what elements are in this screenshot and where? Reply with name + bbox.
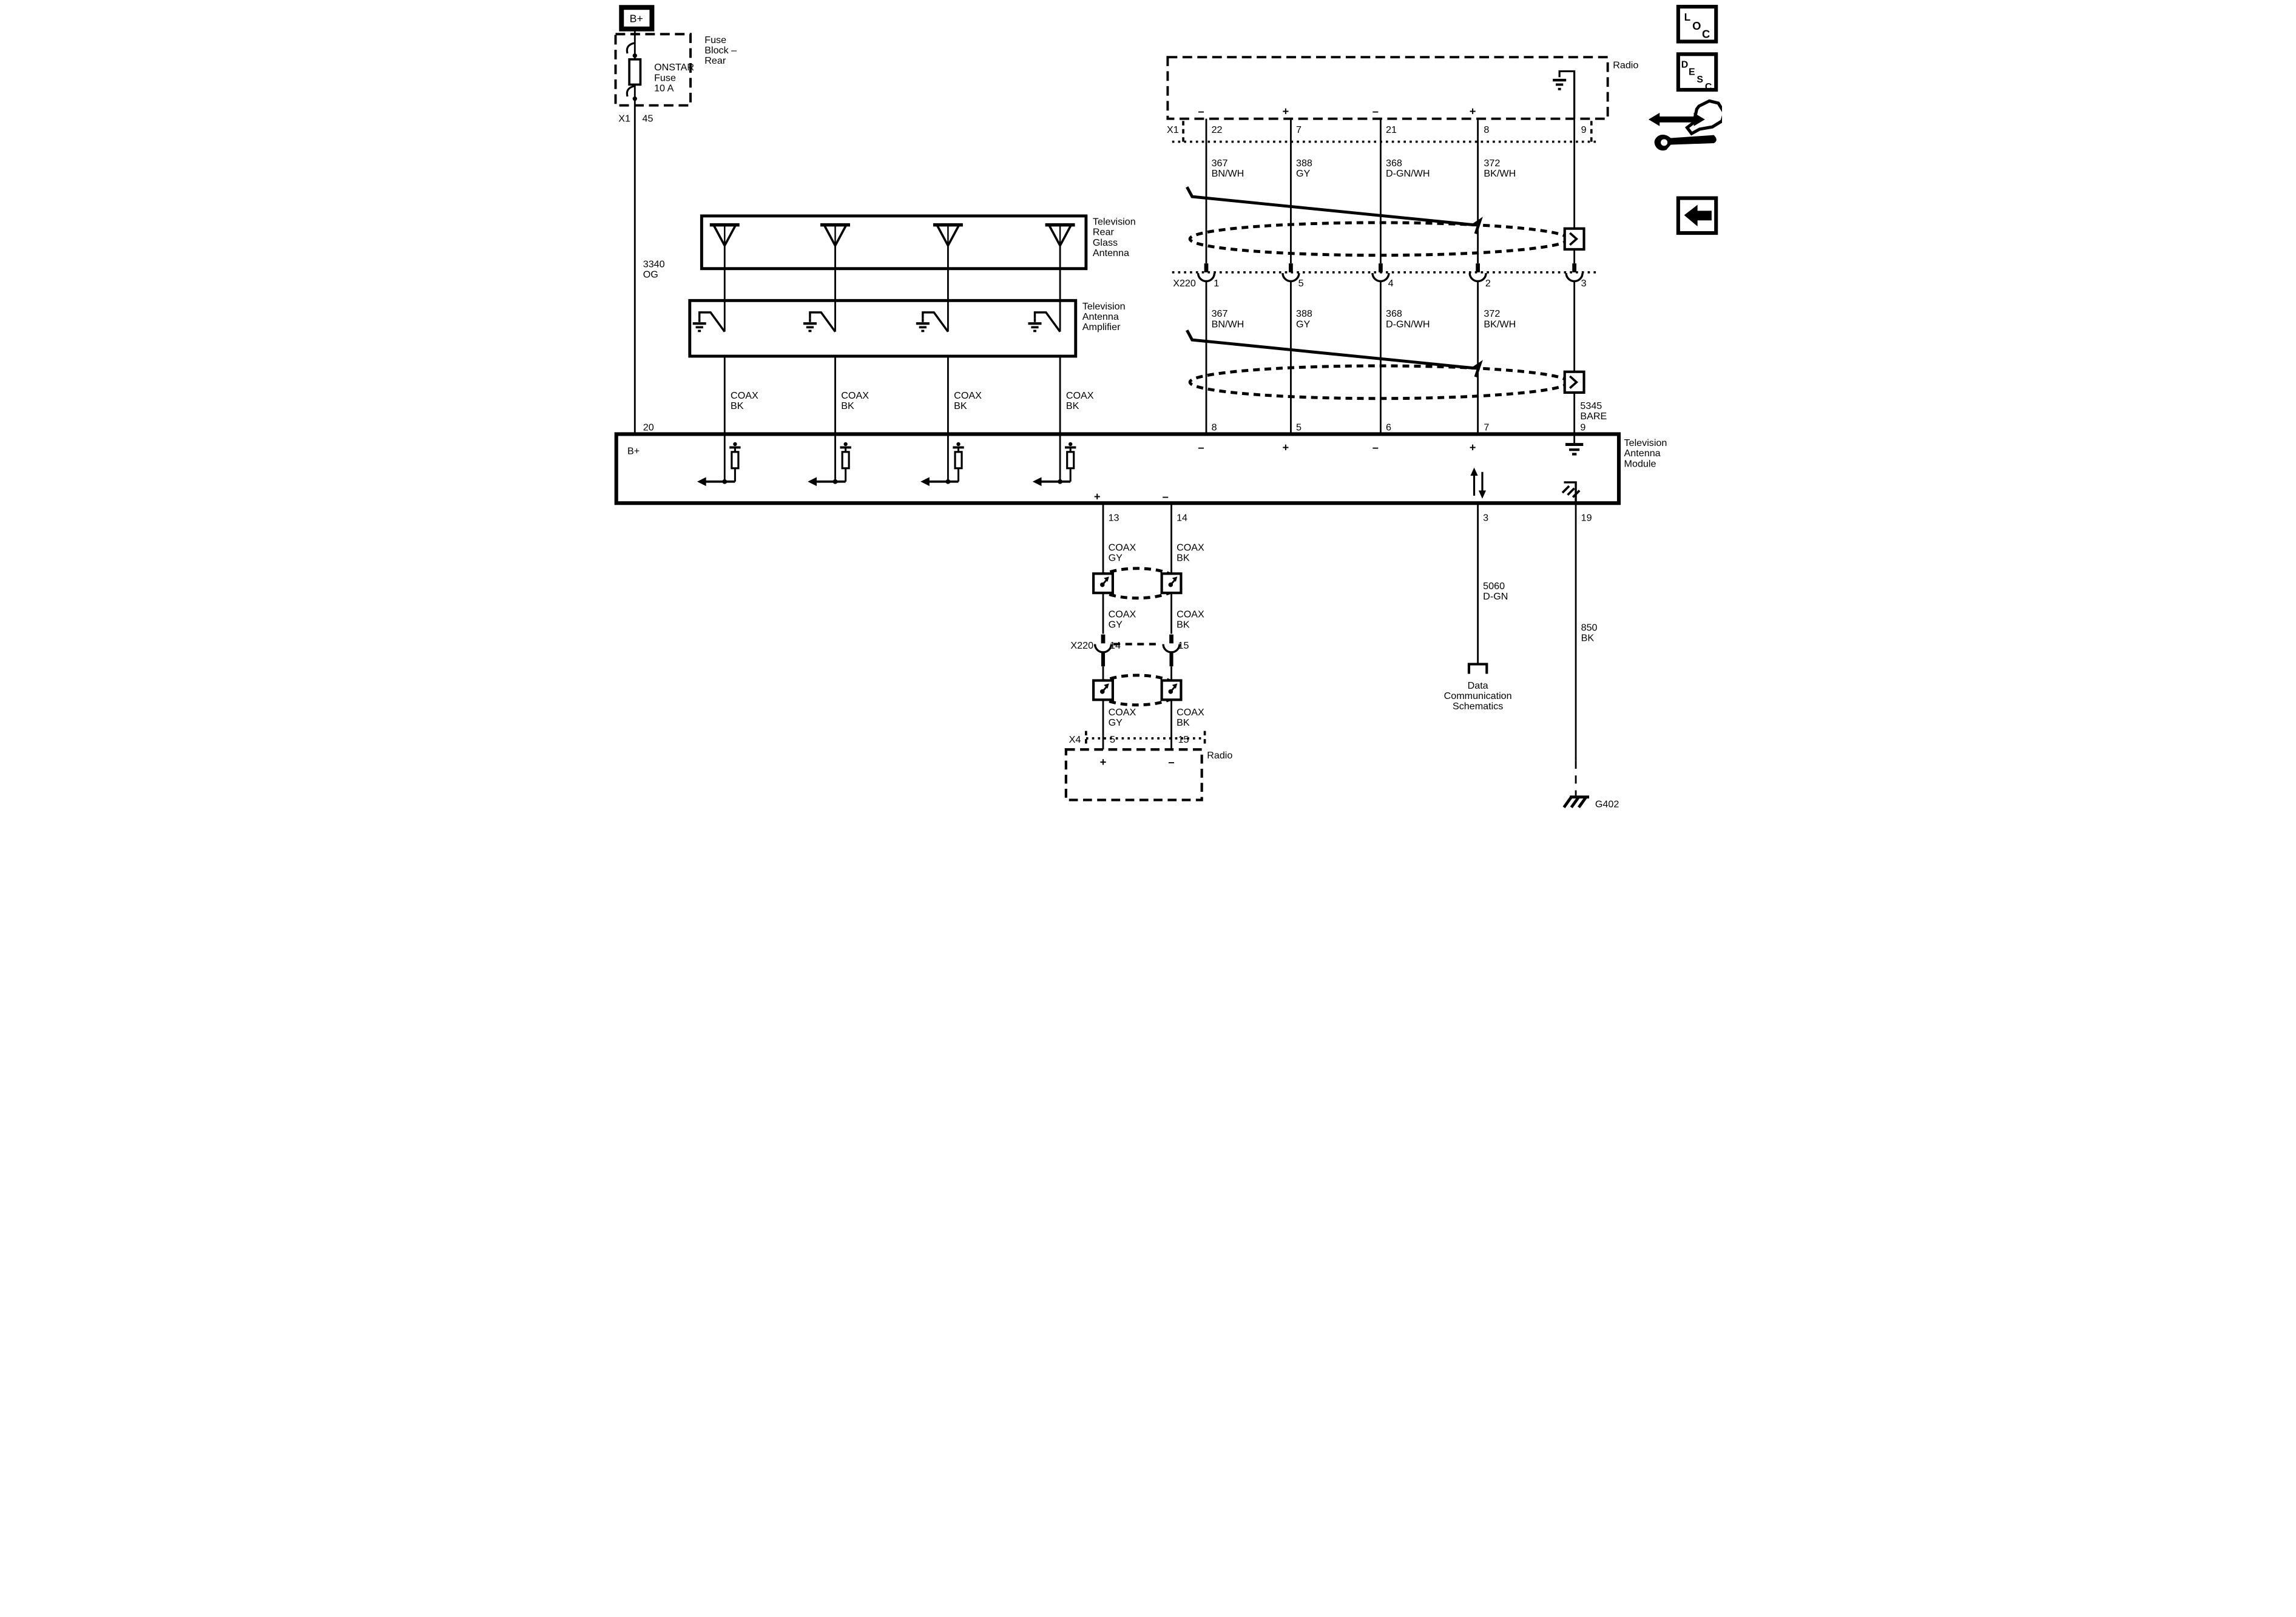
tv-signal-wires xyxy=(1172,119,1607,434)
radio-pin21-sign: – xyxy=(1372,104,1379,118)
amp-label-line3: Amplifier xyxy=(1082,322,1121,333)
svg-text:COAX: COAX xyxy=(1065,390,1094,401)
power-feed-section xyxy=(615,7,737,434)
svg-text:E: E xyxy=(1688,67,1695,78)
svg-text:3: 3 xyxy=(1581,278,1587,289)
radio-pin22: 22 xyxy=(1211,124,1223,135)
svg-text:368: 368 xyxy=(1385,157,1402,169)
amplifier-switch-icon xyxy=(803,312,836,332)
antenna-feed-icon xyxy=(1033,434,1076,486)
module-label-line2: Antenna xyxy=(1624,448,1661,459)
twisted-pair-arrow-icon xyxy=(1187,330,1480,377)
antenna-icon xyxy=(710,225,740,246)
fuse-block-label-line1: Fuse xyxy=(704,34,727,46)
svg-text:COAX: COAX xyxy=(1108,609,1136,620)
svg-text:GY: GY xyxy=(1108,619,1123,630)
svg-text:D: D xyxy=(1681,59,1689,70)
svg-text:5: 5 xyxy=(1298,278,1304,289)
svg-text:GY: GY xyxy=(1108,717,1123,729)
radio-bottom-label: Radio xyxy=(1207,749,1233,761)
ground-wire-circuit: 850 xyxy=(1581,622,1598,633)
fuse-name-line1: ONSTAR xyxy=(654,62,695,73)
svg-text:9: 9 xyxy=(1580,422,1586,433)
radio-pin22-sign: – xyxy=(1198,104,1204,118)
radio-bottom-box xyxy=(1066,749,1202,800)
svg-text:1: 1 xyxy=(1214,278,1220,289)
amplifier-switch-icon xyxy=(693,312,725,332)
back-arrow-button[interactable] xyxy=(1678,198,1716,233)
x220-bottom-label: X220 xyxy=(1070,640,1094,651)
fuse-name-line2: Fuse xyxy=(654,72,676,84)
fuse-block-label-line2: Block – xyxy=(704,45,737,56)
svg-text:D-GN/WH: D-GN/WH xyxy=(1385,168,1430,180)
rga-label-line2: Rear xyxy=(1092,226,1114,238)
pin3-label: 3 xyxy=(1483,512,1489,524)
inline-connector-icon xyxy=(1162,573,1181,593)
data-wire-circuit: 5060 xyxy=(1483,581,1505,592)
x4-label: X4 xyxy=(1069,734,1081,746)
amplifier-switch-icon xyxy=(1028,312,1060,332)
loc-button[interactable] xyxy=(1678,7,1716,41)
pin13-label: 13 xyxy=(1108,512,1119,524)
svg-text:GY: GY xyxy=(1295,168,1311,180)
antenna-icon xyxy=(1045,225,1075,246)
antenna-module-box xyxy=(616,434,1619,503)
svg-text:D-GN/WH: D-GN/WH xyxy=(1385,319,1430,330)
svg-text:BN/WH: BN/WH xyxy=(1211,168,1244,180)
svg-text:GY: GY xyxy=(1108,552,1123,564)
twisted-pair-arrow-icon xyxy=(1187,187,1480,234)
svg-text:372: 372 xyxy=(1484,308,1501,320)
antenna-feed-icon xyxy=(808,434,851,486)
antenna-module-section xyxy=(616,434,1667,503)
svg-text:BN/WH: BN/WH xyxy=(1211,319,1244,330)
svg-text:C: C xyxy=(1701,27,1710,41)
antenna-icon xyxy=(933,225,963,246)
shield-ellipse-icon xyxy=(1190,366,1568,399)
data-link-section xyxy=(1444,503,1512,712)
antenna-coax-labels xyxy=(731,390,1094,411)
svg-text:15: 15 xyxy=(1178,640,1189,651)
svg-text:367: 367 xyxy=(1211,157,1228,169)
shield-wire-color: BARE xyxy=(1580,410,1607,422)
module-pin-20: 20 xyxy=(643,422,654,433)
rga-label-line4: Antenna xyxy=(1092,247,1129,258)
module-label-line3: Module xyxy=(1624,458,1656,470)
svg-text:2: 2 xyxy=(1485,278,1491,289)
pin14-minus: – xyxy=(1162,490,1169,503)
svg-text:BK: BK xyxy=(731,400,744,411)
inline-connector-icon xyxy=(1162,680,1181,700)
radio-box xyxy=(1167,57,1607,119)
toolbar xyxy=(1649,7,1722,233)
fuse-name-line3: 10 A xyxy=(654,83,674,94)
svg-text:BK: BK xyxy=(1177,619,1190,630)
svg-text:8: 8 xyxy=(1211,422,1217,433)
pin19-label: 19 xyxy=(1581,512,1592,524)
amplifier-switch-icon xyxy=(916,312,948,332)
antenna-feed-icon xyxy=(697,434,741,486)
pin14-label: 14 xyxy=(1177,512,1188,524)
offpage-bracket-icon xyxy=(1469,664,1487,674)
shield-terminal-icon xyxy=(1565,372,1584,393)
rga-label-line1: Television xyxy=(1092,216,1136,228)
fuse-connector-label: X1 xyxy=(618,113,630,124)
svg-text:BK: BK xyxy=(841,400,854,411)
svg-text:COAX: COAX xyxy=(954,390,982,401)
svg-text:+: + xyxy=(1469,441,1476,454)
ground-wire-color: BK xyxy=(1581,632,1595,644)
ground-path-section xyxy=(1564,503,1619,809)
data-wire-color: D-GN xyxy=(1483,591,1508,603)
rear-glass-antenna-box xyxy=(701,216,1086,269)
data-dest-line2: Communication xyxy=(1443,690,1512,702)
svg-text:14: 14 xyxy=(1110,640,1121,651)
radio-ground-icon xyxy=(1553,71,1574,118)
shield-wire-circuit: 5345 xyxy=(1580,400,1602,411)
svg-text:S: S xyxy=(1697,74,1704,85)
b-plus-label: B+ xyxy=(629,12,643,25)
svg-text:5: 5 xyxy=(1295,422,1302,433)
svg-text:7: 7 xyxy=(1484,422,1490,433)
svg-text:+: + xyxy=(1099,755,1107,769)
feed-wire-circuit: 3340 xyxy=(643,258,665,270)
svg-text:–: – xyxy=(1168,755,1175,769)
svg-text:COAX: COAX xyxy=(1177,609,1204,620)
svg-text:BK/WH: BK/WH xyxy=(1484,168,1516,180)
antenna-icon xyxy=(820,225,850,246)
radio-pin21: 21 xyxy=(1385,124,1397,135)
data-dest-line1: Data xyxy=(1467,680,1488,691)
x220-top-label: X220 xyxy=(1173,278,1196,289)
antenna-amplifier-box xyxy=(690,300,1076,356)
x220-terminal-icon xyxy=(1198,263,1215,281)
rga-label-line3: Glass xyxy=(1092,237,1118,248)
module-chassis-ground-icon xyxy=(1562,482,1579,503)
fuse-pin-label: 45 xyxy=(642,113,653,124)
svg-text:BK/WH: BK/WH xyxy=(1484,319,1516,330)
x220-terminal-icon xyxy=(1163,635,1180,652)
svg-text:367: 367 xyxy=(1211,308,1228,320)
shield-ellipse-icon xyxy=(1190,223,1568,255)
svg-text:15: 15 xyxy=(1178,734,1189,746)
radio-label: Radio xyxy=(1613,59,1639,71)
fuse-icon xyxy=(629,59,640,85)
amp-label-line1: Television xyxy=(1082,300,1126,312)
radio-pin8-sign: + xyxy=(1469,104,1476,118)
g402-ground-icon xyxy=(1564,797,1589,808)
svg-text:6: 6 xyxy=(1385,422,1391,433)
svg-text:BK: BK xyxy=(954,400,967,411)
radio-pin9: 9 xyxy=(1581,124,1587,135)
module-ground-icon xyxy=(1565,434,1583,454)
radio-top-section xyxy=(1167,57,1638,143)
radio-pin7-sign: + xyxy=(1282,104,1289,118)
wrench-arrow-icon[interactable] xyxy=(1649,101,1722,150)
svg-text:BK: BK xyxy=(1177,717,1190,729)
svg-text:COAX: COAX xyxy=(1108,542,1136,553)
svg-text:COAX: COAX xyxy=(1177,706,1204,718)
amp-label-line2: Antenna xyxy=(1082,311,1119,323)
svg-text:+: + xyxy=(1282,441,1289,454)
inline-connector-icon xyxy=(1093,680,1113,700)
fuse-block-label-line3: Rear xyxy=(704,55,726,67)
radio-connector-label: X1 xyxy=(1167,124,1179,135)
desc-button[interactable] xyxy=(1678,54,1716,92)
svg-text:COAX: COAX xyxy=(1108,706,1136,718)
radio-pin8: 8 xyxy=(1484,124,1490,135)
ground-id-label: G402 xyxy=(1595,798,1619,809)
svg-text:372: 372 xyxy=(1484,157,1501,169)
svg-text:5: 5 xyxy=(1110,734,1115,746)
wiring-diagram-page xyxy=(574,0,1722,809)
shield-terminal-icon xyxy=(1565,229,1584,249)
svg-text:388: 388 xyxy=(1295,157,1312,169)
svg-text:COAX: COAX xyxy=(1177,542,1204,553)
video-coax-section xyxy=(1066,503,1233,800)
antenna-feed-icon xyxy=(920,434,964,486)
x220-terminal-icon xyxy=(1095,635,1112,652)
svg-text:388: 388 xyxy=(1295,308,1312,320)
pin13-plus: + xyxy=(1093,490,1101,503)
svg-text:–: – xyxy=(1372,441,1379,454)
svg-text:GY: GY xyxy=(1295,319,1311,330)
x220-terminal-icon xyxy=(1470,263,1486,281)
svg-text:–: – xyxy=(1198,441,1204,454)
module-bplus-label: B+ xyxy=(627,445,640,457)
svg-text:O: O xyxy=(1692,19,1701,32)
x220-terminal-icon xyxy=(1566,263,1582,281)
svg-text:C: C xyxy=(1704,81,1712,92)
svg-text:4: 4 xyxy=(1388,278,1394,289)
data-dest-line3: Schematics xyxy=(1452,701,1504,712)
inline-connector-icon xyxy=(1093,573,1113,593)
rear-glass-antenna-section xyxy=(701,216,1135,332)
svg-text:BK: BK xyxy=(1177,552,1190,564)
feed-wire-color: OG xyxy=(643,269,658,280)
svg-text:L: L xyxy=(1684,12,1691,24)
svg-text:368: 368 xyxy=(1385,308,1402,320)
radio-pin7: 7 xyxy=(1295,124,1302,135)
svg-text:COAX: COAX xyxy=(731,390,758,401)
svg-text:BK: BK xyxy=(1065,400,1079,411)
module-label-line1: Television xyxy=(1624,437,1667,449)
data-arrows-icon xyxy=(1470,467,1486,498)
svg-text:COAX: COAX xyxy=(841,390,869,401)
